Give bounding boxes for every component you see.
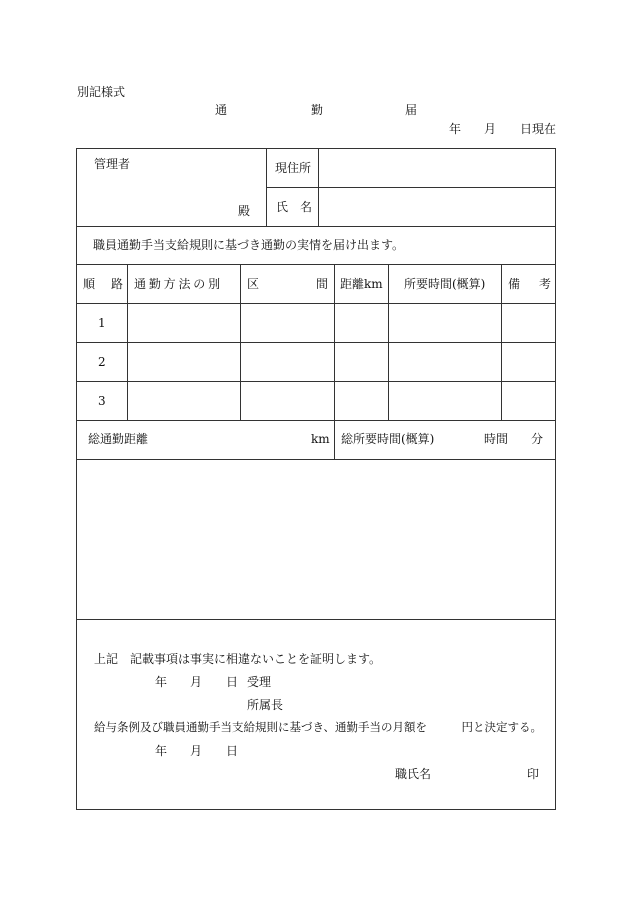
row-2-line bbox=[76, 381, 556, 382]
address-divider bbox=[266, 187, 556, 188]
date-month: 月 bbox=[484, 122, 497, 136]
table-row-number: 2 bbox=[98, 355, 106, 369]
seal-label: 印 bbox=[527, 767, 540, 781]
decision-date-year: 年 bbox=[155, 744, 168, 758]
title-char-3: 届 bbox=[405, 103, 418, 117]
table-row-number: 1 bbox=[98, 316, 106, 330]
col-divider-3 bbox=[334, 264, 335, 459]
manager-divider bbox=[266, 148, 267, 226]
manager-label: 管理者 bbox=[94, 157, 131, 171]
decision-text: 給与条例及び職員通勤手当支給規則に基づき、通勤手当の月額を 円と決定する。 bbox=[94, 720, 543, 734]
total-distance-unit: km bbox=[311, 432, 330, 446]
header-bottom-line bbox=[76, 226, 556, 227]
total-minutes-unit: 分 bbox=[531, 432, 544, 446]
label-divider bbox=[318, 148, 319, 226]
form-label: 別記様式 bbox=[77, 85, 126, 99]
decision-date-month: 月 bbox=[190, 744, 203, 758]
header-section-char-2: 間 bbox=[316, 277, 329, 291]
header-remarks-char-1: 備 bbox=[508, 277, 521, 291]
cert-date-day: 日 bbox=[226, 675, 239, 689]
col-divider-2 bbox=[240, 264, 241, 420]
cert-date-month: 月 bbox=[190, 675, 203, 689]
name-label-char-2: 名 bbox=[300, 200, 313, 214]
table-row-number: 3 bbox=[98, 394, 106, 408]
above-label: 上記 bbox=[94, 652, 119, 666]
header-route-char-1: 順 bbox=[83, 277, 96, 291]
title-char-1: 通 bbox=[215, 103, 228, 117]
decision-date-day: 日 bbox=[226, 744, 239, 758]
table-header-line bbox=[76, 303, 556, 304]
header-remarks-char-2: 考 bbox=[539, 277, 552, 291]
header-method: 通 勤 方 法 の 別 bbox=[134, 277, 221, 291]
totals-line bbox=[76, 459, 556, 460]
col-divider-1 bbox=[127, 264, 128, 420]
total-hours-unit: 時間 bbox=[484, 432, 509, 446]
header-time: 所要時間(概算) bbox=[404, 277, 486, 291]
declaration-bottom-line bbox=[76, 264, 556, 265]
official-name-label: 職氏名 bbox=[395, 767, 432, 781]
row-1-line bbox=[76, 342, 556, 343]
title-char-2: 勤 bbox=[311, 103, 324, 117]
header-distance: 距離km bbox=[340, 277, 383, 291]
col-divider-5 bbox=[501, 264, 502, 420]
col-divider-4 bbox=[388, 264, 389, 420]
date-year: 年 bbox=[449, 122, 462, 136]
honorific: 殿 bbox=[238, 204, 251, 218]
certification-statement: 記載事項は事実に相違ないことを証明します。 bbox=[130, 652, 382, 666]
total-time-label: 総所要時間(概算) bbox=[341, 432, 435, 446]
row-3-line bbox=[76, 420, 556, 421]
name-label-char-1: 氏 bbox=[276, 200, 289, 214]
received-label: 受理 bbox=[247, 675, 272, 689]
cert-date-year: 年 bbox=[155, 675, 168, 689]
header-section-char-1: 区 bbox=[247, 277, 260, 291]
office-head-label: 所属長 bbox=[247, 698, 284, 712]
date-day-now: 日現在 bbox=[520, 122, 557, 136]
memo-bottom-line bbox=[76, 619, 556, 620]
address-label: 現住所 bbox=[275, 161, 312, 175]
header-route-char-2: 路 bbox=[111, 277, 124, 291]
total-distance-label: 総通勤距離 bbox=[88, 432, 149, 446]
declaration-text: 職員通勤手当支給規則に基づき通勤の実情を届け出ます。 bbox=[93, 238, 405, 252]
